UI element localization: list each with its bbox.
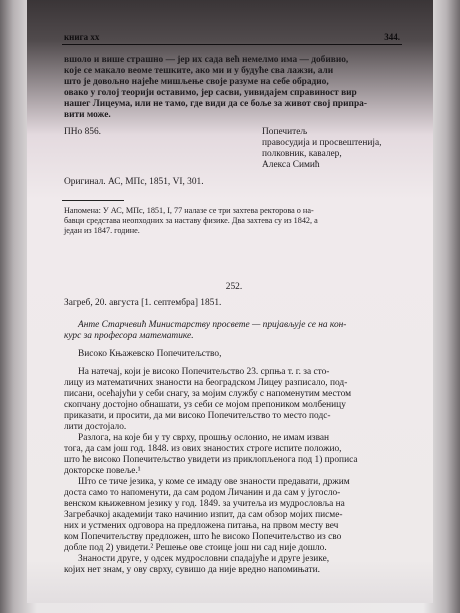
body-line-9: што ће високо Попечитељство увидети из приклопљенога под 1) прописа: [64, 455, 358, 465]
top-line-6: вити може.: [64, 110, 111, 120]
body-line-3: писани, осећајући у себи снагу, за мојим службу с напоменутим местом: [64, 389, 352, 399]
summary-line-1: Анте Старчевић Министарству просвете — пријављује се на кон-: [78, 320, 347, 330]
body-line-8: тога, да сам још год. 1848. из ових знаностих строге испите положио,: [64, 444, 342, 454]
note-line-2: бавци средстава неопходних за наставу физике. Два захтева су из 1842, а: [64, 216, 318, 225]
place-date: Загреб, 20. августа [1. септембра] 1851.: [64, 298, 222, 308]
top-line-3: што је довољно најеће мишљење своје разуме на себе обрадио,: [64, 77, 329, 87]
document-number: 252.: [225, 282, 243, 292]
header-left: книга xx: [64, 32, 100, 42]
signature-line-4: Алекса Симић: [262, 160, 320, 170]
running-header: [64, 32, 400, 42]
salutation: Високо Књажевско Попечитељство,: [78, 349, 222, 359]
top-line-4: овако у голој теорији оставимо, јер сасви, уивидајем справиност вир: [64, 88, 357, 98]
body-line-14: Загребачкој академији тако начинио изпит, да сам обзор мојих писме-: [64, 510, 343, 520]
signature-line-2: правосудија и просвештенија,: [262, 138, 382, 148]
body-line-11: Што се тиче језика, у коме се имаду ове знаности предавати, држим: [78, 477, 350, 487]
summary-line-2: курс за професора математике.: [64, 331, 194, 341]
original-reference: Оригинал. АС, МПс, 1851, VI, 301.: [64, 177, 204, 187]
body-line-7: Разлога, на које би у ту сврху, прошњу ослонио, не имам изван: [78, 433, 330, 443]
top-line-5: нашег Лицеума, или не тамо, где види да се боље за живот свој припра-: [64, 99, 367, 109]
body-line-10: докторске повеље.¹: [64, 466, 141, 476]
header-page-number: 344.: [384, 32, 400, 42]
body-line-16: ком Попечитељству предложен, што ће високо Попечитељство из сво: [64, 532, 342, 542]
header-rule: [62, 44, 402, 45]
body-line-6: лити достојало.: [64, 422, 127, 432]
top-line-1: вшоло и више страшно — јер их сада већ немелмо има — добивио,: [64, 55, 349, 65]
body-line-12: доста само то напоменути, да сам родом Личанин и да сам у југосло-: [64, 488, 341, 498]
body-line-1: На натечај, који је високо Попечитељство 23. српња т. г. за сто-: [78, 367, 330, 377]
body-line-17: добле под 2) увидети.² Решење ове стоице још ни сад није дошло.: [64, 543, 327, 553]
body-line-18: Знаности друге, у одсек мудрословни спадајуће и друге језике,: [78, 554, 330, 564]
footnote-rule: [62, 200, 124, 201]
body-line-15: них и устмених одговора на предложена питања, на првом месту веч: [64, 521, 339, 531]
top-line-2: које се макало веоме тешките, ако ми и у будуће сва лажзи, али: [64, 66, 334, 76]
body-line-5: приказати, и просити, да ми високо Попечитељство то место подс-: [64, 411, 331, 421]
body-line-13: венском књижевном језику у год. 1849. за учитеља из мудрословља на: [64, 499, 345, 509]
signature-line-1: Попечитељ: [262, 127, 308, 137]
body-line-19: којих нет знам, у ову сврху, сувишо да није вредно напомињати.: [64, 565, 320, 575]
body-line-4: скопчану достојно обнашати, уз себи се мојом препоником молбеницу: [64, 400, 346, 410]
note-line-1: Напомена: У АС, МПс, 1851, I, 77 налазе се три захтева ректорова о на-: [64, 206, 314, 215]
signature-line-3: полковник, кавалер,: [262, 149, 342, 159]
note-line-3: један из 1847. године.: [64, 226, 140, 235]
signature-number: ПНо 856.: [64, 127, 101, 137]
body-line-2: лицу из математичних знаности на београдском Лицеу разписало, под-: [64, 378, 348, 388]
